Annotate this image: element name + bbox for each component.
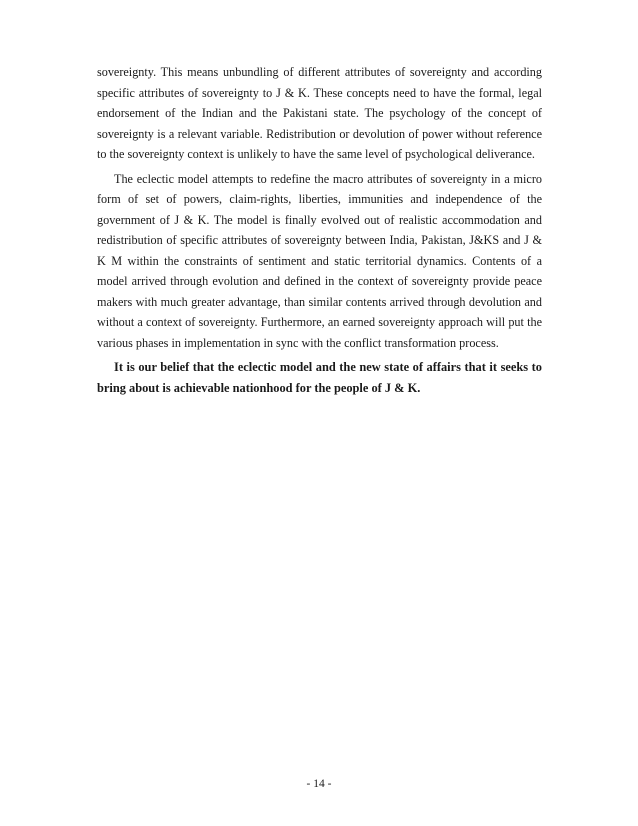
page-number: - 14 - xyxy=(306,778,332,790)
paragraph-continuation: sovereignty. This means unbundling of different attributes of sovereignty and according specific attributes of sovereignty to J & K. These concepts need to have the formal, legal endorsement of the Indian and the Pakistani state. The psychology of the concept of sovereignty is a relevant variable. Redistribution or devolution of power without reference to the sovereignty context is unlikely to have the same level of psychological deliverance. xyxy=(97,65,542,161)
paragraph-conclusion: It is our belief that the eclectic model and the new state of affairs that it seeks to bring about is achievable nationhood for the people of J & K. xyxy=(97,360,542,395)
paragraph-eclectic-model: The eclectic model attempts to redefine the macro attributes of sovereignty in a micro form of set of powers, claim-rights, liberties, immunities and independence of the government of J & K. The model is finally evolved out of realistic accommodation and redistribution of specific attributes of sovereignty between India, Pakistan, J&KS and J & K M within the constraints of sentiment and static territorial dynamics. Contents of a model arrived through evolution and defined in the context of sovereignty provide peace makers with much greater advantage, than similar contents arrived through devolution and without a context of sovereignty. Furthermore, an earned sovereignty approach will put the various phases in implementation in sync with the conflict transformation process. xyxy=(97,171,542,350)
page-body xyxy=(97,62,542,398)
